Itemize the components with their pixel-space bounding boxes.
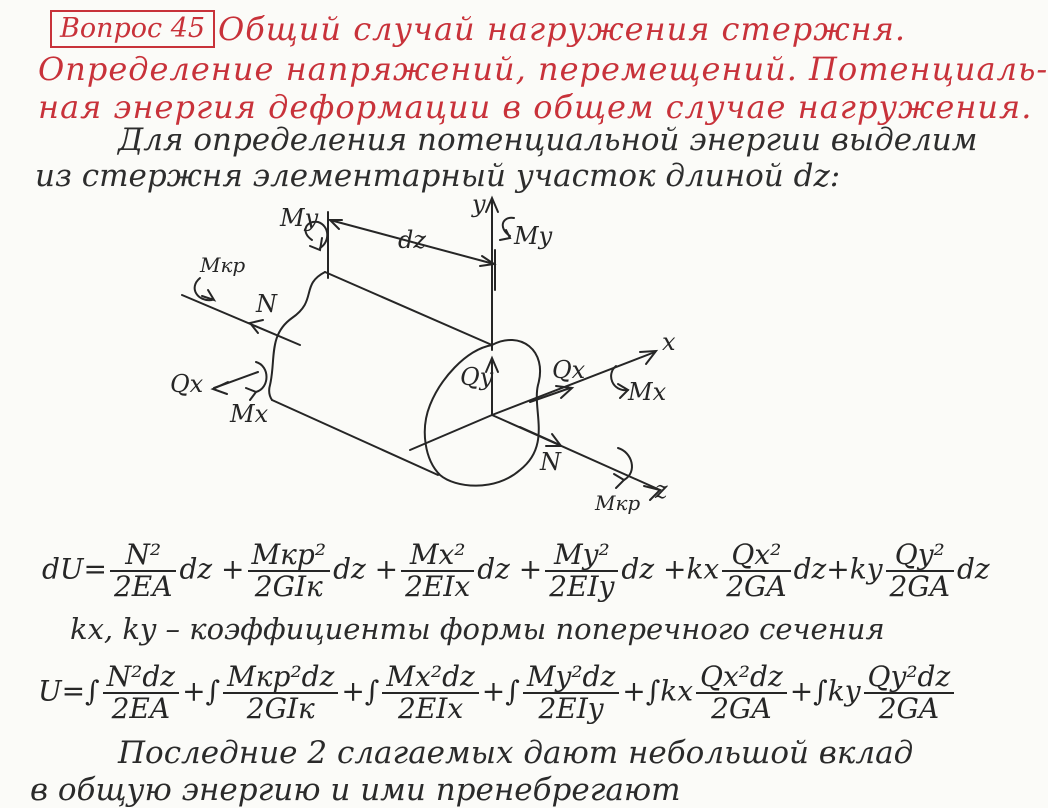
cylinder-top-edge	[325, 272, 492, 345]
label-y: y	[472, 190, 486, 218]
intro-line-1: Для определения потенциальной энергии выделим	[118, 122, 978, 158]
label-dz: dz	[398, 226, 427, 254]
formula-du: dU= $\frac{\text{N²}}{2EA}$ dz + $\frac{\text{Mкр²}}{\text{2GIк}}$ dz + $\frac{\text{Mx²}}{\text{2EIx}}$ dz + $\frac{\text{My²}}{\text{2EIy}}$ dz +kx $\frac{\text{Qx²}}{2GA}$ dz+ky $\frac{\text{Qy²}}{2GA}$ dz	[42, 538, 990, 603]
label-mx-right: Mx	[628, 378, 667, 406]
mx-left-curl	[256, 362, 267, 392]
label-my-right: My	[514, 222, 553, 250]
intro-line-2: из стержня элементарный участок длиной dz:	[35, 158, 841, 194]
cross-section	[425, 340, 540, 486]
label-qx-left: Qx	[170, 370, 204, 398]
mx-right-curl	[611, 366, 628, 390]
cylinder-bottom-edge	[272, 400, 438, 475]
title-line-1: Общий случай нагружения стержня.	[218, 10, 907, 48]
label-mkr-right: Mкр	[595, 491, 641, 515]
label-n-left: N	[256, 290, 277, 318]
coefficient-note: kx, ky – коэффициенты формы поперечного сечения	[70, 612, 885, 646]
label-mkr-left: Mкр	[200, 253, 246, 277]
title-line-3: ная энергия деформации в общем случае нагружения.	[38, 88, 1033, 126]
title-line-2: Определение напряжений, перемещений. Потенциаль-	[38, 50, 1048, 88]
label-mx-left: Mx	[230, 400, 269, 428]
label-z: z	[655, 476, 668, 504]
label-qy: Qy	[460, 363, 494, 391]
n-left-axis	[182, 295, 300, 345]
z-axis	[492, 415, 660, 490]
label-x: x	[662, 328, 676, 356]
formula-u: U=∫ $\frac{\text{N²dz}}{2EA}$ +∫ $\frac{\text{Mкр²dz}}{\text{2GIк}}$ +∫ $\frac{\text{Mx²dz}}{\text{2EIx}}$ +∫ $\frac{\text{My²dz}}{\text{2EIy}}$ +∫kx $\frac{\text{Qx²dz}}{2GA}$ +∫ky $\frac{\text{Qy²dz}}{2GA}$	[38, 662, 957, 724]
conclusion-line-2: в общую энергию и ими пренебрегают	[30, 772, 681, 808]
question-number-box: Вопрос 45	[50, 10, 215, 48]
lower-left-line	[410, 415, 492, 450]
conclusion-line-1: Последние 2 слагаемых дают небольшой вклад	[118, 735, 914, 771]
label-my-left: My	[280, 204, 319, 232]
label-n-right: N	[540, 448, 561, 476]
label-qx-right: Qx	[552, 356, 586, 384]
